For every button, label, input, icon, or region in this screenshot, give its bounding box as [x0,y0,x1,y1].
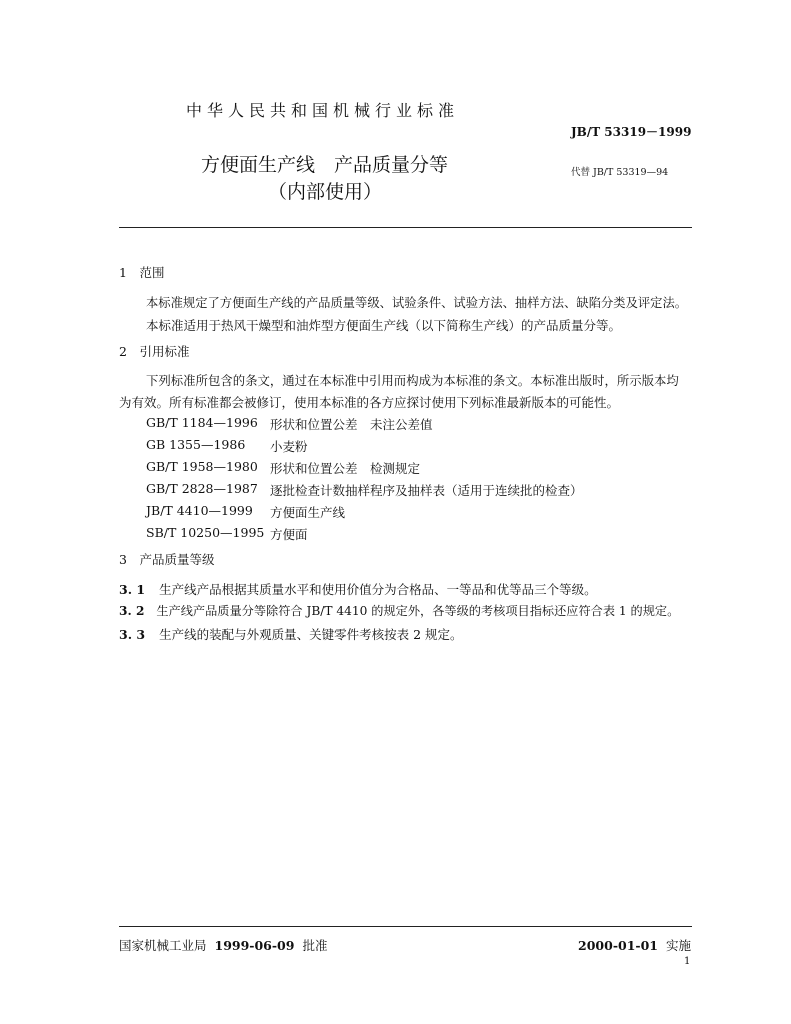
implementation-label: 实施 [665,938,691,953]
section-1-paragraph-1: 本标准规定了方便面生产线的产品质量等级、试验条件、试验方法、抽样方法、缺陷分类及评定法。 [146,296,688,310]
reference-code: JB/T 4410—1999 [146,503,253,518]
clause-number: 3. 1 [119,582,146,597]
reference-code: GB/T 2828—1987 [146,481,258,496]
reference-name: 形状和位置公差 检测规定 [270,461,421,476]
reference-name: 小麦粉 [270,439,308,454]
clause-3-3 [119,625,463,643]
reference-name: 方便面 [270,527,308,542]
document-subtitle: （内部使用） [268,181,383,203]
implementation-line [578,936,691,954]
clause-text: 生产线的装配与外观质量、关键零件考核按表 2 规定。 [159,627,463,642]
implementation-date: 2000-01-01 [578,938,658,953]
approval-line [119,936,327,954]
section-2-paragraph-line-2: 为有效。所有标准都会被修订，使用本标准的各方应探讨使用下列标准最新版本的可能性。 [119,395,620,410]
footer-rule [119,926,692,927]
standard-number: JB/T 53319－1999 [571,125,692,139]
clause-number: 3. 2 [119,604,145,618]
clause-text: 生产线产品质量分等除符合 JB/T 4410 的规定外，各等级的考核项目指标还应符合表 1 的规定。 [156,604,680,618]
section-1-heading: 1 范围 [119,265,165,280]
replaces-note: 代替 JB/T 53319—94 [571,167,669,178]
reference-code: GB/T 1184—1996 [146,415,258,430]
section-1-paragraph-2: 本标准适用于热风干燥型和油炸型方便面生产线（以下简称生产线）的产品质量分等。 [146,318,622,333]
issuing-body-line: 中华人民共和国机械行业标准 [186,101,460,120]
reference-code: GB 1355—1986 [146,437,246,452]
page-number: 1 [684,956,691,967]
header-rule [119,227,692,228]
clause-3-2 [119,602,679,619]
reference-code: SB/T 10250—1995 [146,525,265,540]
approval-date: 1999-06-09 [214,938,295,953]
document-title: 方便面生产线 产品质量分等 [201,154,449,176]
approval-label: 批准 [302,938,328,953]
reference-name: 逐批检查计数抽样程序及抽样表（适用于连续批的检查） [270,483,583,498]
reference-name: 形状和位置公差 未注公差值 [270,417,433,432]
clause-number: 3. 3 [119,627,146,642]
reference-code: GB/T 1958—1980 [146,459,258,474]
clause-3-1 [119,580,597,598]
section-2-paragraph-line-1: 下列标准所包含的条文，通过在本标准中引用而构成为本标准的条文。本标准出版时，所示版本均 [146,373,679,388]
section-2-heading: 2 引用标准 [119,344,190,359]
approval-org: 国家机械工业局 [119,938,207,953]
clause-text: 生产线产品根据其质量水平和使用价值分为合格品、一等品和优等品三个等级。 [159,582,597,597]
section-3-heading: 3 产品质量等级 [119,552,215,567]
reference-name: 方便面生产线 [270,505,346,520]
